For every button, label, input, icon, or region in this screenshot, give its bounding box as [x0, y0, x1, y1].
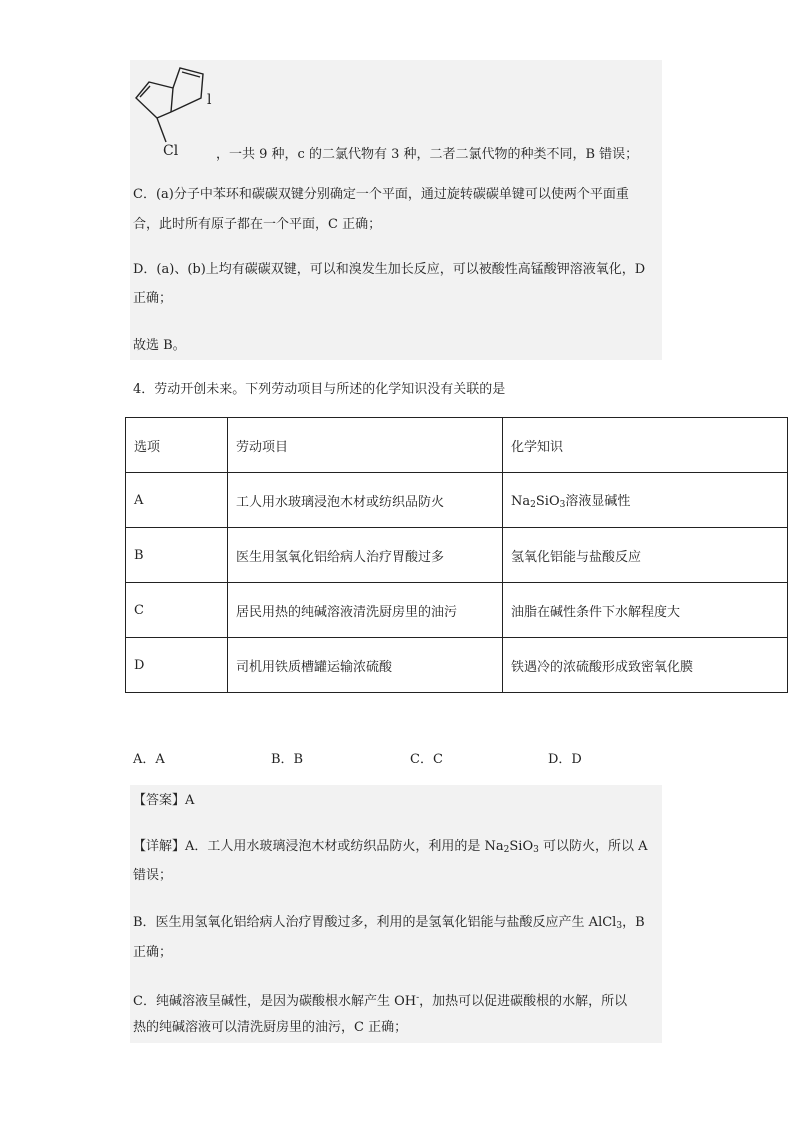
table-header: 化学知识 — [503, 418, 788, 473]
explanation-c-line1: C．纯碱溶液呈碱性，是因为碳酸根水解产生 OH-，加热可以促进碳酸根的水解，所以 — [133, 993, 628, 1009]
knowledge-cell: $Na_2SiO_3$溶液显碱性 — [503, 473, 788, 528]
table-header: 选项 — [126, 418, 228, 473]
explanation-a-line1: 【详解】A．工人用水玻璃浸泡木材或纺织品防火，利用的是 $Na_2SiO_3$ 可以防火，所以 A — [133, 839, 648, 855]
knowledge-cell: 氢氧化铝能与盐酸反应 — [503, 528, 788, 583]
project-cell: 工人用水玻璃浸泡木材或纺织品防火 — [228, 473, 503, 528]
project-cell: 司机用铁质槽罐运输浓硫酸 — [228, 638, 503, 693]
solution-line-d1: D．(a)、(b)上均有碳碳双键，可以和溴发生加长反应，可以被酸性高锰酸钾溶液氧化，D — [133, 262, 646, 277]
table-row — [126, 528, 788, 583]
explanation-b-line1: B．医生用氢氧化铝给病人治疗胃酸过多，利用的是氢氧化铝能与盐酸反应产生 AlCl$_3$，B — [133, 915, 645, 931]
solution-line-c1: C．(a)分子中苯环和碳碳双键分别确定一个平面，通过旋转碳碳单键可以使两个平面重 — [133, 187, 629, 202]
explanation-a-line2: 错误； — [133, 868, 173, 883]
solution-line-d2: 正确； — [133, 291, 173, 306]
knowledge-cell: 油脂在碱性条件下水解程度大 — [503, 583, 788, 638]
option-cell: A — [126, 473, 228, 528]
answer-option-a: A．A — [133, 752, 165, 767]
answer-option-c: C．C — [410, 752, 443, 767]
structure-label-cl: Cl — [163, 143, 179, 159]
table-row — [126, 473, 788, 528]
question-stem: 4．劳动开创未来。下列劳动项目与所述的化学知识没有关联的是 — [133, 382, 506, 397]
structure-label-l: l — [207, 92, 212, 108]
answer-option-b: B．B — [271, 752, 304, 767]
solution-line-c2: 合，此时所有原子都在一个平面，C 正确； — [133, 217, 382, 232]
option-cell: D — [126, 638, 228, 693]
table-header: 劳动项目 — [228, 418, 503, 473]
answer-label: 【答案】A — [133, 793, 195, 808]
project-cell: 医生用氢氧化铝给病人治疗胃酸过多 — [228, 528, 503, 583]
table-row — [126, 583, 788, 638]
option-cell: B — [126, 528, 228, 583]
solution-conclusion: 故选 B。 — [133, 338, 186, 353]
project-cell: 居民用热的纯碱溶液清洗厨房里的油污 — [228, 583, 503, 638]
knowledge-cell: 铁遇冷的浓硫酸形成致密氧化膜 — [503, 638, 788, 693]
table-header-row — [126, 418, 788, 473]
solution-line-b: ，一共 9 种，c 的二氯代物有 3 种，二者二氯代物的种类不同，B 错误； — [216, 147, 639, 162]
explanation-c-line2: 热的纯碱溶液可以清洗厨房里的油污，C 正确； — [133, 1020, 408, 1035]
answer-option-d: D．D — [548, 752, 582, 767]
explanation-b-line2: 正确； — [133, 945, 173, 960]
table-row — [126, 638, 788, 693]
option-cell: C — [126, 583, 228, 638]
question-table — [125, 417, 788, 693]
